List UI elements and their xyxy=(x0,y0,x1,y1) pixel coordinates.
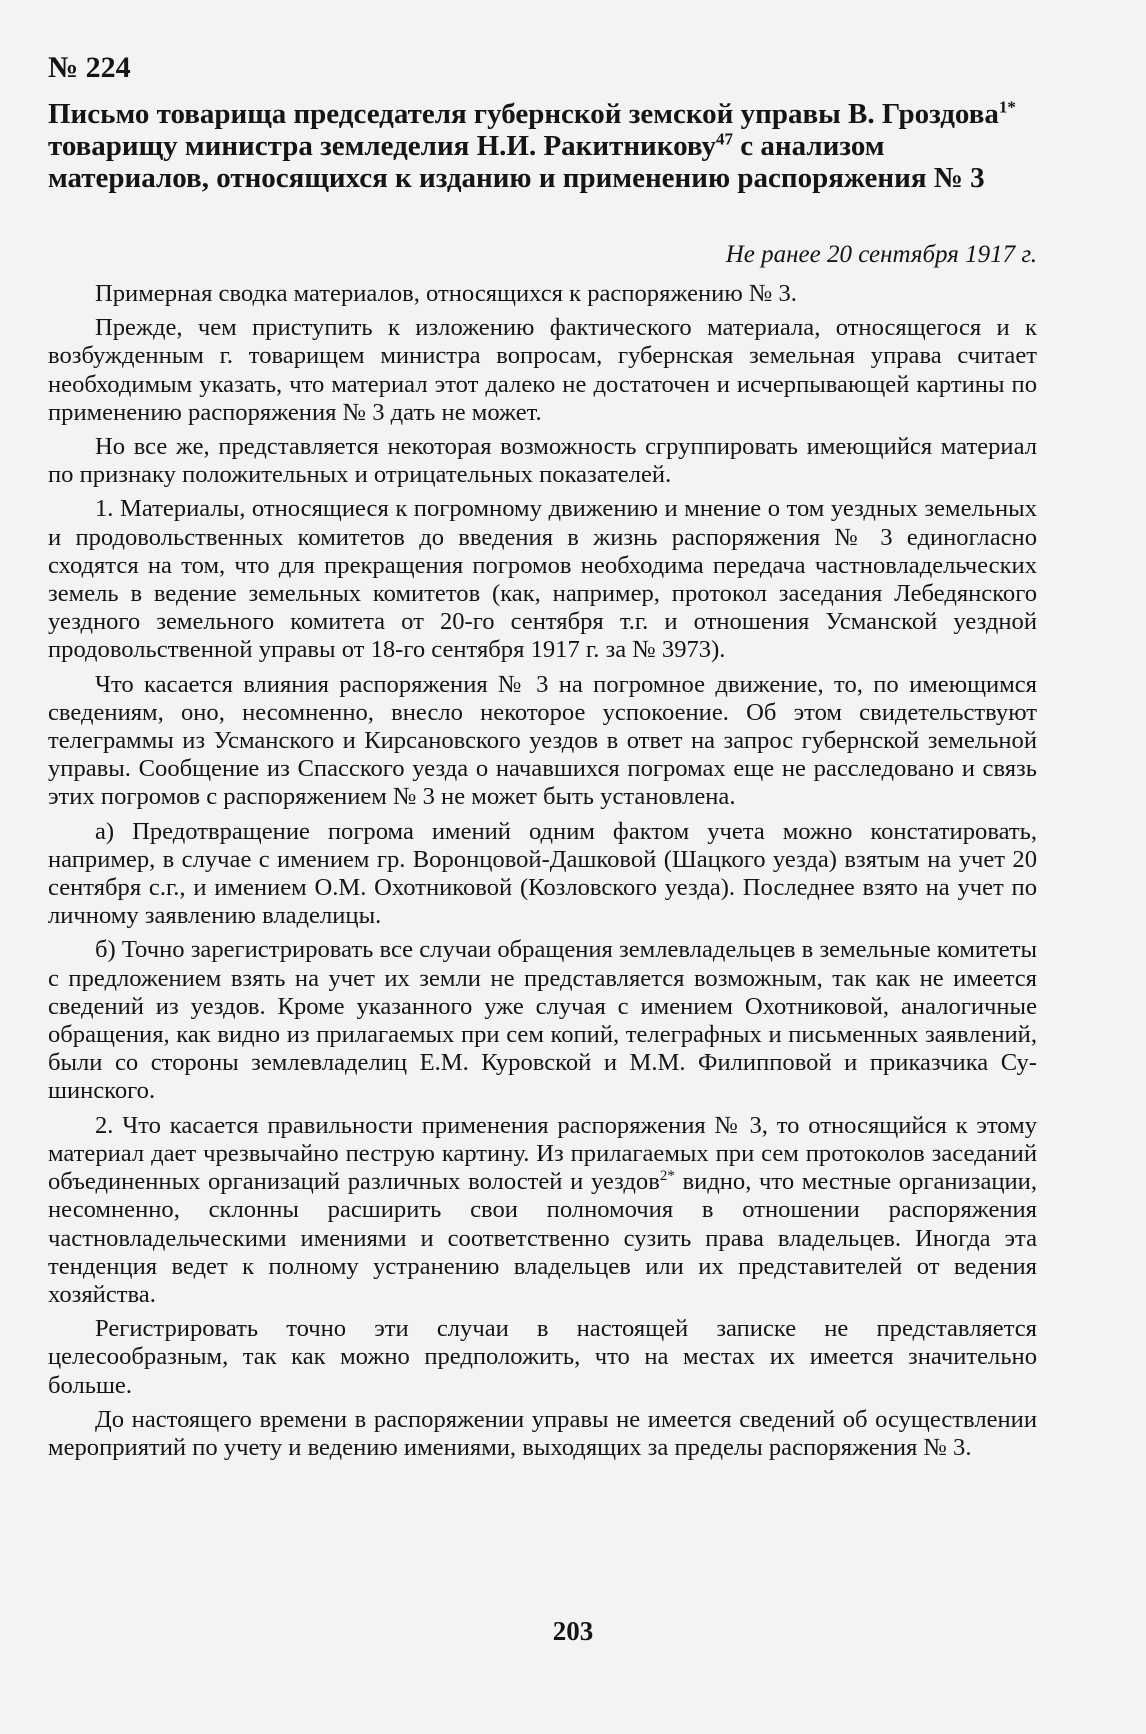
paragraph-5: Что касается влияния распоряжения № 3 на погромное движение, то, по имеющимся сведениям, оно, несомненно, внесло некоторое успокоение. Об этом свидетельствуют телеграммы из Усманского и Кирсановского уездов в ответ на запрос губернской земельной управы. Сообщение из Спасского уезда о начавшихся погромах еще не расследовано и связь этих погромов с распоряжением № 3 не может быть установлена. xyxy=(48,670,1037,811)
paragraph-6: а) Предотвращение погрома имений одним фактом учета можно констатировать, например, в случае с имением гр. Воронцовой-Дашковой (Шацкого уезда) взятым на учет 20 сентября с.г., и имением О.М. Охотниковой (Козловского уезда). Последнее взято на учет по личному заявлению владелицы. xyxy=(48,817,1037,930)
document-number: № 224 xyxy=(48,51,131,84)
document-body xyxy=(48,280,1037,1468)
paragraph-4: 1. Материалы, относящиеся к погромному движению и мнение о том уездных земельных и продовольственных комитетов до введения в жизнь распоряжения № 3 единогласно сходятся на том, что для прекращения погромов необходима передача частновладельческих земель в ведение земельных комитетов (как, например, протокол заседания Лебедянского уездного земельного комитета от 20-го сентября т.г. и отношения Усманской уездной продовольственной управы от 18-го сентября 1917 г. за № 3973). xyxy=(48,495,1037,664)
paragraph-3: Но все же, представляется некоторая возможность сгруппировать имеющийся материал по признаку положительных и отрицательных показателей. xyxy=(48,433,1037,489)
title-text-part-2: товарищу министра земледелия Н.И. Ракитникову xyxy=(48,130,717,162)
page-number: 203 xyxy=(552,1616,594,1646)
paragraph-2: Прежде, чем приступить к изложению фактического материала, относящегося и к возбужденным г. товарищем министра вопросам, губернская земельная управа считает необходимым указать, что материал этот далеко не достаточен и исчерпывающей картины по применению распоряжения № 3 дать не может. xyxy=(48,314,1037,426)
title-footnote-mark-1: 1* xyxy=(998,97,1016,117)
title-text-part-1: Письмо товарища председателя губернской земской управы В. Гроздова xyxy=(48,98,999,130)
title-text-part-3: с анализом материалов, относящихся к изданию и применению распоряжения № 3 xyxy=(48,130,985,194)
paragraph-1: Примерная сводка материалов, относящихся к распоряжению № 3. xyxy=(95,280,797,307)
document-title xyxy=(48,98,1048,194)
paragraph-10: До настоящего времени в распоряжении управы не имеется сведений об осуществлении мероприятий по учету и ведению имениями, выходящих за пределы распоряжения № 3. xyxy=(48,1405,1037,1461)
footnote-mark: 2* xyxy=(659,1167,675,1184)
document-date: Не ранее 20 сентября 1917 г. xyxy=(725,241,1037,268)
title-footnote-mark-2: 47 xyxy=(716,129,734,149)
paragraph-8 xyxy=(48,1112,1037,1309)
paragraph-8-text-end: видно, что местные организации, несомненно, склонны расширить свои полномочия в отношении распоряжения частновладельческими имениями и соответственно сузить права владельцев. Иногда эта тенденция ведет к полному устранению владельцев или их представителей от ведения хозяйства. xyxy=(48,1168,1037,1308)
paragraph-8-text-start: 2. Что касается правильности применения распоряжения № 3, то относящийся к этому материал дает чрезвычайно пеструю картину. Из прилагаемых при сем протоколов заседаний объединенных организаций различных волостей и уездов xyxy=(48,1111,1037,1196)
paragraph-9: Регистрировать точно эти случаи в настоящей записке не представляется целесообразным, так как можно предположить, что на местах их имеется значительно больше. xyxy=(48,1315,1037,1399)
paragraph-7: б) Точно зарегистрировать все случаи обращения землевладельцев в земельные комитеты с предложением взять на учет их земли не представляется возможным, так как не имеется сведений из уездов. Кроме указанного уже случая с имением Охотниковой, аналогичные обращения, как видно из прилагаемых при сем копий, телеграфных и письменных заявлений, были со стороны землевладелиц Е.М. Куровской и М.М. Филипповой и приказчика Сушинского. xyxy=(48,936,1037,1105)
